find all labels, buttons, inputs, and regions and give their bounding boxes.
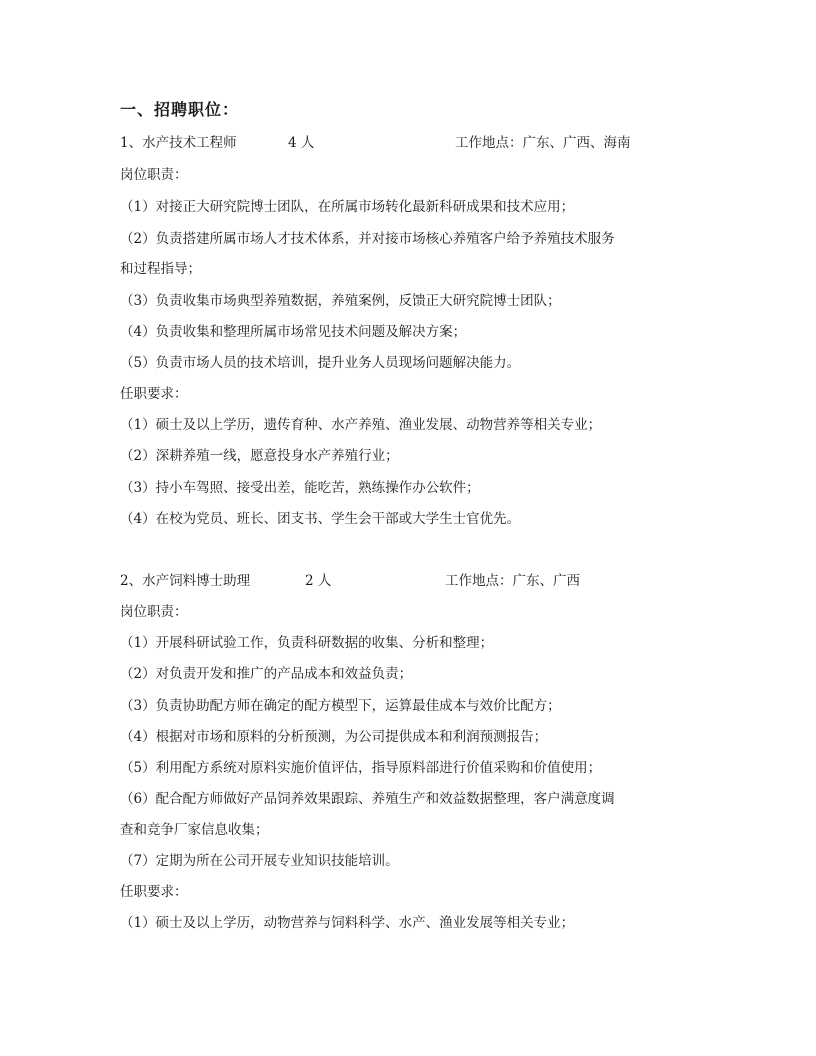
position-1-requirement: （4）在校为党员、班长、团支书、学生会干部或大学生士官优先。 [120,511,521,527]
position-2-duties-label: 岗位职责： [120,604,188,620]
position-2-duty: （2）对负责开发和推广的产品成本和效益负责； [120,666,413,682]
position-1-requirements-label: 任职要求： [120,386,188,402]
position-1-duty: （3）负责收集市场典型养殖数据，养殖案例，反馈正大研究院博士团队； [120,293,561,309]
position-2-duty: （3）负责协助配方师在确定的配方模型下，运算最佳成本与效价比配方； [120,698,561,714]
position-2-requirements-label: 任职要求： [120,884,188,900]
position-2-duty: （4）根据对市场和原料的分析预测，为公司提供成本和利润预测报告； [120,729,548,745]
position-2-duty: （6）配合配方师做好产品饲养效果跟踪、养殖生产和效益数据整理，客户满意度调 [120,791,615,807]
position-2-location: 工作地点：广东、广西 [445,573,580,589]
position-1-duties-label: 岗位职责： [120,167,188,183]
position-1-duty: （2）负责搭建所属市场人才技术体系，并对接市场核心养殖客户给予养殖技术服务 [120,231,615,247]
position-1-location: 工作地点：广东、广西、海南 [455,135,631,151]
position-1-requirement: （2）深耕养殖一线，愿意投身水产养殖行业； [120,448,399,464]
position-1-duty: （1）对接正大研究院博士团队，在所属市场转化最新科研成果和技术应用； [120,199,575,215]
position-1-title: 1、水产技术工程师 [120,135,237,151]
section-heading: 一、招聘职位： [120,100,240,119]
position-2-title: 2、水产饲料博士助理 [120,573,251,589]
position-2-count: 2 人 [305,573,332,589]
position-2-duty: （1）开展科研试验工作，负责科研数据的收集、分析和整理； [120,635,494,651]
position-1-duty: （4）负责收集和整理所属市场常见技术问题及解决方案； [120,324,467,340]
position-2-duty: 查和竞争厂家信息收集； [120,822,269,838]
position-1-duty: 和过程指导； [120,261,201,277]
position-1-count: 4 人 [288,135,315,151]
position-2-duty: （7）定期为所在公司开展专业知识技能培训。 [120,853,399,869]
position-1-requirement: （1）硕士及以上学历，遗传育种、水产养殖、渔业发展、动物营养等相关专业； [120,417,602,433]
position-1-duty: （5）负责市场人员的技术培训，提升业务人员现场问题解决能力。 [120,355,521,371]
position-2-requirement: （1）硕士及以上学历，动物营养与饲料科学、水产、渔业发展等相关专业； [120,915,575,931]
position-1-requirement: （3）持小车驾照、接受出差，能吃苦，熟练操作办公软件； [120,480,480,496]
position-2-duty: （5）利用配方系统对原料实施价值评估，指导原料部进行价值采购和价值使用； [120,760,602,776]
